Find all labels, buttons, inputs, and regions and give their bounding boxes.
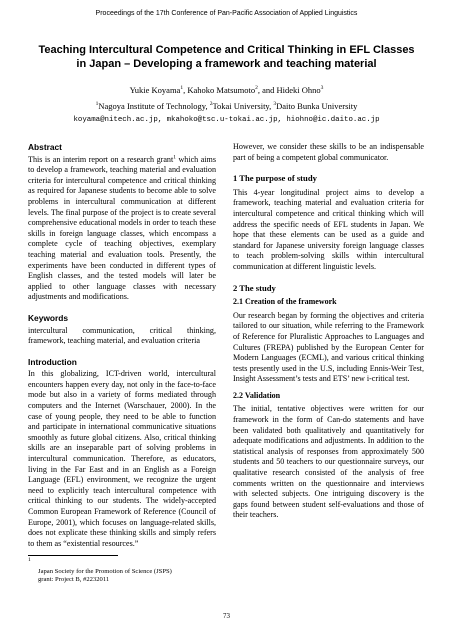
- keywords-text: intercultural communication, critical thinking, framework, teaching material, and evaluation criteria: [28, 325, 216, 346]
- title-line-1: Teaching Intercultural Competence and Critical Thinking in EFL Classes: [38, 44, 415, 56]
- footnote: [28, 559, 216, 584]
- affil-3-sup: 3: [273, 101, 277, 108]
- left-column: [28, 142, 216, 585]
- author-1-sup: 1: [180, 85, 184, 92]
- affil-1-sup: 1: [95, 101, 99, 108]
- abstract-text-a: This is an interim report on a research grant: [28, 154, 174, 164]
- author-3: , and Hideki Ohno: [257, 85, 321, 95]
- affil-1: Nagoya Institute of Technology,: [98, 101, 210, 111]
- section-2-1-heading: 2.1 Creation of the framework: [233, 297, 337, 307]
- author-3-sup: 3: [320, 85, 324, 92]
- affil-2: Tokai University,: [212, 101, 274, 111]
- section-1-text: This 4-year longitudinal project aims to develop a framework, teaching material and evaluation criteria for intercultural competence and critical thinking which will address the specific needs of EFL students in Japan. We hope that these elements can be used as a guide and standard for Japanese university foreign language classes to teach problem-solving skills within intercultural communication at different linguistic levels.: [233, 187, 424, 271]
- introduction-heading: Introduction: [28, 356, 77, 367]
- author-2: , Kahoko Matsumoto: [183, 85, 256, 95]
- footnote-rule: [28, 555, 118, 556]
- section-2-2-heading: 2.2 Validation: [233, 390, 281, 400]
- section-1-heading: 1 The purpose of study: [233, 173, 317, 184]
- author-list: [0, 85, 453, 95]
- footnote-line-1: Japan Society for the Promotion of Science (JSPS): [38, 567, 172, 575]
- keywords-heading: Keywords: [28, 312, 69, 323]
- affil-3: Daito Bunka University: [276, 101, 358, 111]
- abstract-text: [28, 155, 216, 303]
- right-intro-text: However, we consider these skills to be an indispensable part of being a competent global communicator.: [233, 142, 424, 162]
- author-1: Yukie Koyama: [129, 85, 181, 95]
- paper-title: [20, 43, 433, 71]
- abstract-footnote-mark: 1: [173, 153, 176, 160]
- footnote-mark: 1: [28, 557, 31, 564]
- title-line-2: in Japan – Developing a framework and teaching material: [76, 58, 377, 70]
- section-2-1-text: Our research began by forming the objectives and criteria tailored to our situation, while referring to the Framework of Reference for Pluralistic Approaches to Languages and Cultures (FREPA) published by the European Center for Modern Languages (ECML), and various critical thinking tests presently used in the U.S, including Ennis-Weir Test, Insight Assessment’s tests and ETS’ new i-critical test.: [233, 310, 424, 384]
- affil-2-sup: 2: [209, 101, 213, 108]
- abstract-text-b: which aims to develop a framework, teaching material and evaluation criteria for intercultural competence and critical thinking as required for Japanese students to become able to solve problems in intercultural communication at different levels. The final purpose of the project is to create several comprehensive educational models in order to teach these skills in foreign language classes, which encompass a complete cycle of teaching objectives, exemplary teaching material and evaluation tools. Presently, the experiments have been conducted in different types of English classes, and the tested models will later be applied to other language classes with necessary adjustments and modifications.: [28, 154, 216, 302]
- abstract-heading: Abstract: [28, 142, 62, 152]
- section-2-heading: 2 The study: [233, 282, 276, 293]
- footnote-line-2: grant: Project B, #2232011: [38, 576, 110, 584]
- right-column: [233, 142, 424, 521]
- author-emails: koyama@nitech.ac.jp, mkahoko@tsc.u-tokai.ac.jp, hiohno@ic.daito.ac.jp: [73, 116, 380, 124]
- running-header: Proceedings of the 17th Conference of Pan-Pacific Association of Applied Linguistics: [95, 10, 358, 17]
- introduction-text: In this globalizing, ICT-driven world, intercultural encounters happen every day, not only in the face-to-face mode but also in a variety of forms mediated through computers and the Internet (Warschauer, 2000). In the case of young people, they need to be able to function and participate in international communicative situations smoothly as future global citizens. Also, critical thinking skills are an inseparable part of solving problems in intercultural communication. Therefore, as educators, living in the Far East and in an English as a Foreign Language (EFL) environment, we recognize the urgent need to explicitly teach intercultural competence with critical thinking to our students. The widely-accepted Common European Framework of Reference (Council of Europe, 2001), which focuses on language-related skills, does not explicate these thinking skills and simply refers to them as “existential resources.”: [28, 369, 216, 548]
- section-2-2-text: The initial, tentative objectives were written for our framework in the form of Can-do statements and have been validated both qualitatively and quantitatively for adequate modifications and adjustments. In addition to the statistical analysis of responses from approximately 500 students and 50 teachers to our questionnaire surveys, our qualitative research consisted of the analysis of free comments written on the questionnaire and interviews with selected subjects. One intriguing discovery is the gaps found between student self-evaluations and those of their teachers.: [233, 404, 424, 520]
- author-2-sup: 2: [255, 85, 258, 92]
- page-number: 73: [223, 612, 230, 620]
- affiliations: [0, 101, 453, 111]
